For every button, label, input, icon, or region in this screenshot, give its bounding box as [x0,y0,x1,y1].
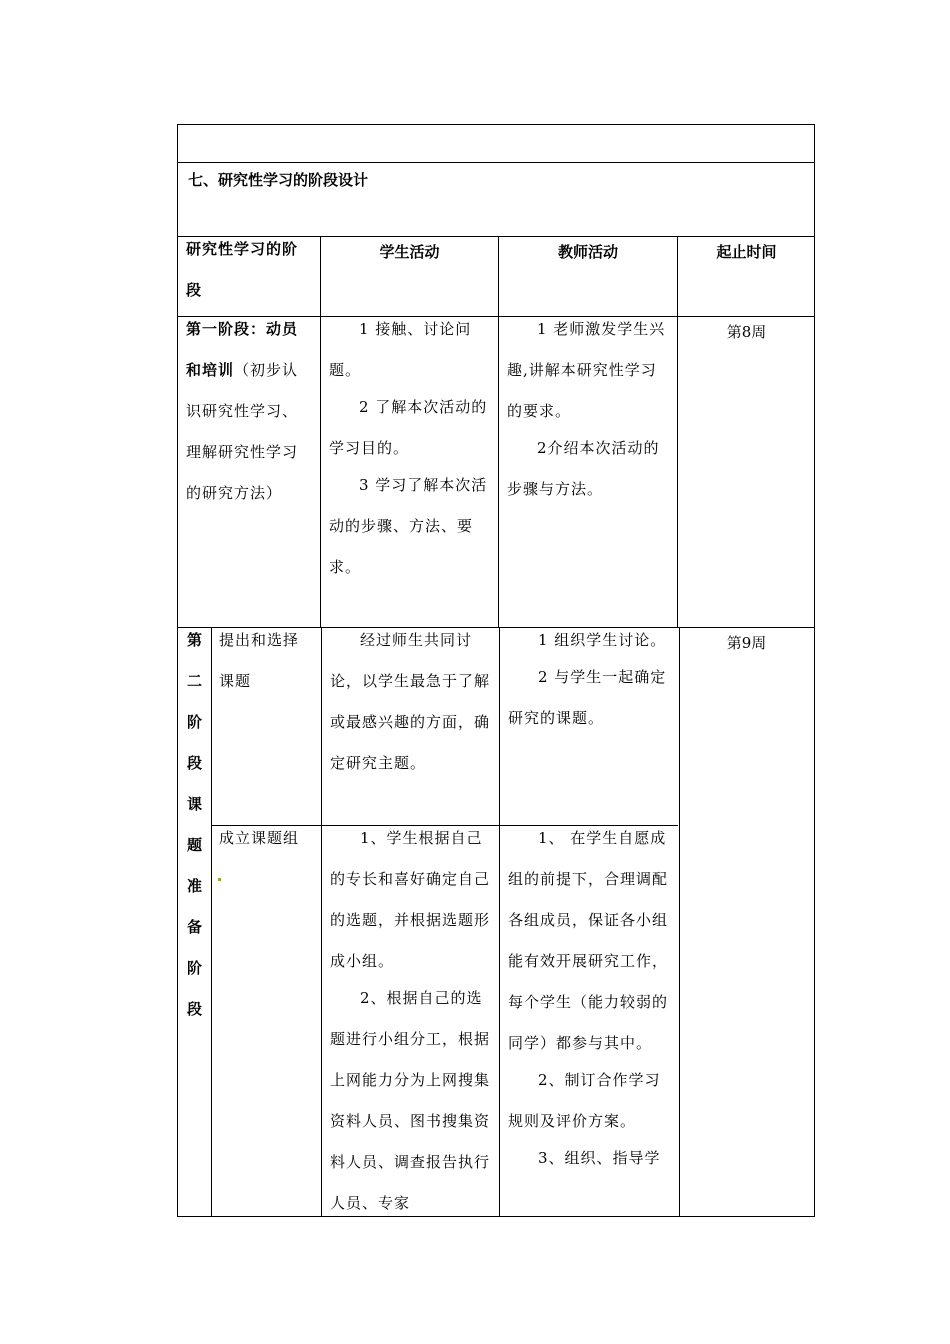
header-time-label: 起止时间 [716,243,777,261]
stray-mark [218,878,221,881]
stage1-student-item: 3 学习了解本次活动的步骤、方法、要求。 [329,476,488,576]
stage1-title-rest: （初步认识研究性学习、理解研究性学习的研究方法） [186,361,299,502]
stage1-student-item: 1 接触、讨论问题。 [329,320,472,379]
header-student [321,237,499,316]
stage2-title-char: 段 [186,754,202,772]
sub2-name: 成立课题组 [219,829,300,847]
sub1-teacher-item: 2 与学生一起确定研究的课题。 [508,668,667,727]
stage2-title-char: 准 [186,877,202,895]
stage2-title-char: 题 [186,836,202,854]
stage1-week: 第8周 [726,323,767,341]
sub1-name: 提出和选择课题 [219,631,300,690]
sub2-teacher-item: 2、制订合作学习规则及评价方案。 [508,1071,661,1130]
stage2-title-char: 段 [186,1000,202,1018]
section-title: 七、研究性学习的阶段设计 [188,171,369,189]
stage1-teacher-item: 2介绍本次活动的步骤与方法。 [507,439,660,498]
stage2-time-cell [678,628,815,1216]
header-stage-label: 研究性学习的阶段 [186,240,299,299]
sub2-student-item: 1、学生根据自己的专长和喜好确定自己的选题，并根据选题形成小组。 [330,829,491,970]
stage2-title-char: 阶 [186,959,202,977]
stage2-title-vertical [178,628,212,1216]
stage2-week: 第9周 [726,634,767,652]
sub1-teacher-cell [499,628,680,826]
stage2-title-char: 第 [186,631,202,649]
stage1-title-cell [178,317,321,627]
header-time [678,237,815,316]
sub2-teacher-item: 1、 在学生自愿成组的前提下，合理调配各组成员，保证各小组能有效开展研究工作，每个学生（能力较弱的同学）都参与其中。 [508,829,669,1052]
stage2-title-char: 二 [186,672,202,690]
stage2-title-char: 阶 [186,713,202,731]
sub2-student-item: 2、根据自己的选题进行小组分工，根据上网能力分为上网搜集资料人员、图书搜集资料人员、调查报告执行人员、专家 [330,989,491,1212]
stage-design-table [177,124,815,1217]
stage2-row [178,628,814,1216]
stage2-title-char: 备 [186,918,202,936]
section-heading-row [178,163,814,237]
sub2-teacher-item: 3、组织、指导学 [538,1149,661,1167]
sub1-name-cell [211,628,321,826]
stage1-student-item: 2 了解本次活动的学习目的。 [329,398,488,457]
header-teacher-label: 教师活动 [557,243,618,261]
header-teacher [499,237,678,316]
sub2-teacher-cell [499,826,680,1216]
stage1-time-cell [678,317,815,627]
stage2-title-char: 课 [186,795,202,813]
stage1-student-cell [321,317,499,627]
header-student-label: 学生活动 [379,243,440,261]
stage1-row [178,317,814,628]
sub2-name-cell [211,826,321,1216]
header-stage [178,237,321,316]
stage1-teacher-cell [499,317,678,627]
sub1-teacher-item: 1 组织学生讨论。 [538,631,667,649]
stage1-title [178,317,320,514]
sub2-student-cell [321,826,500,1216]
sub1-student-cell [321,628,500,826]
table-top-blank-row [178,125,814,163]
table-header-row [178,237,814,317]
sub1-student-item: 经过师生共同讨论，以学生最急于了解或最感兴趣的方面，确定研究主题。 [330,631,491,772]
stage1-teacher-item: 1 老师激发学生兴趣,讲解本研究性学习的要求。 [507,320,666,420]
stage1-title-bold: 第一阶段：动员和培训 [186,320,299,379]
